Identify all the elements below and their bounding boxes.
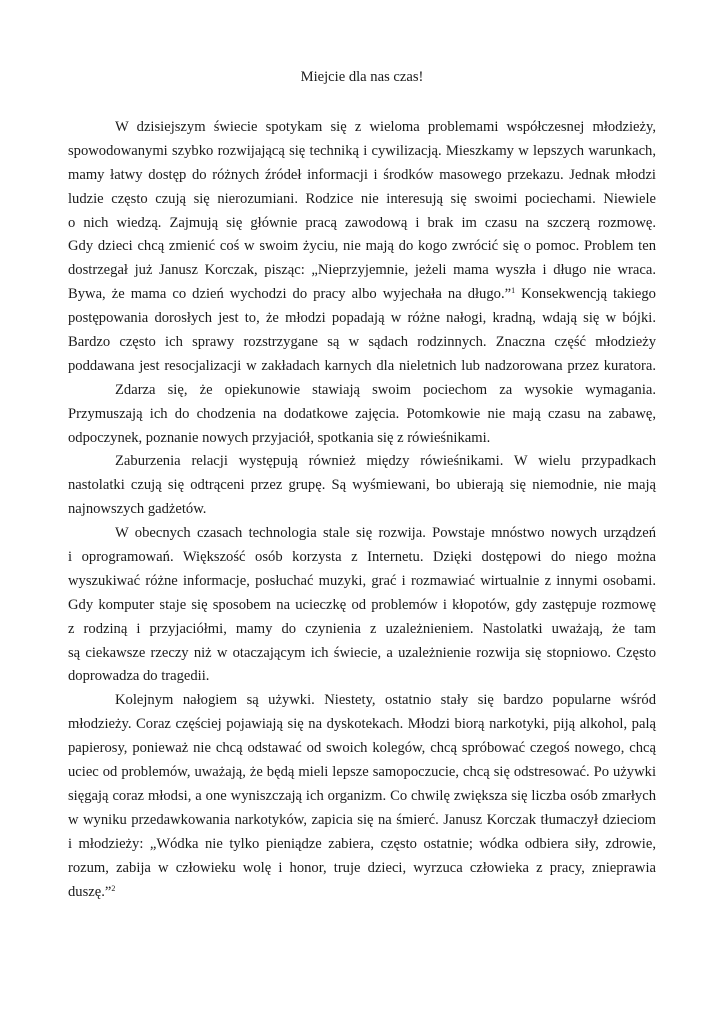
paragraph-5-line-with-footnote: [68, 881, 656, 905]
paragraph-4-line: W obecnych czasach technologia stale się rozwija. Powstaje mnóstwo nowych urządzeń: [115, 525, 656, 542]
paragraph-1-line: Gdy dzieci chcą zmienić coś w swoim życiu, nie mają do kogo zwrócić się o pomoc. Problem ten: [68, 238, 656, 255]
paragraph-1-line: ludzie często czują się nierozumiani. Rodzice nie interesują się swoimi pociechami. Niewiele: [68, 190, 656, 207]
footnote-marker-1: 1: [511, 286, 516, 296]
paragraph-5-line: i młodzieży: „Wódka nie tylko pieniądze zabiera, często ostatnie; wódka odbiera siły, zdrowie,: [68, 835, 656, 852]
paragraph-3-line: nastolatki czują się odtrąceni przez grupę. Są wyśmiewani, bo ubierają się niemodnie, nie mają: [68, 477, 656, 494]
paragraph-1-line: Bardzo często ich sprawy rozstrzygane są w sądach rodzinnych. Znaczna część młodzieży: [68, 334, 656, 351]
document-title: Miejcie dla nas czas!: [300, 69, 424, 85]
paragraph-5-line: Kolejnym nałogiem są używki. Niestety, ostatnio stały się bardzo popularne wśród: [115, 692, 656, 709]
paragraph-4-line: i oprogramowań. Większość osób korzysta z Internetu. Dzięki dostępowi do niego można: [68, 549, 656, 566]
quote-tail-text: Konsekwencją takiego: [515, 286, 656, 303]
paragraph-3-line: Zaburzenia relacji występują również między rówieśnikami. W wielu przypadkach: [115, 453, 656, 470]
paragraph-1-line: o nich wiedzą. Zajmują się głównie pracą zawodową i brak im czasu na szczerą rozmowę.: [68, 214, 656, 231]
paragraph-5-line: papierosy, ponieważ nie chcą odstawać od swoich kolegów, chcą spróbować czegoś nowego, chcą: [68, 740, 656, 757]
paragraph-4-line: wyszukiwać różne informacje, posłuchać muzyki, grać i rozmawiać wirtualnie z innymi osobami.: [68, 572, 656, 589]
paragraph-1-line: mamy łatwy dostęp do różnych źródeł informacji i środków masowego przekazu. Jednak młodzi: [68, 166, 656, 183]
footnote-marker-2: 2: [111, 883, 116, 893]
paragraph-1-line: W dzisiejszym świecie spotykam się z wieloma problemami współczesnej młodzieży,: [115, 119, 656, 135]
paragraph-1-line-with-footnote: [68, 283, 656, 307]
paragraph-2-line: Przymuszają ich do chodzenia na dodatkowe zajęcia. Potomkowie nie mają czasu na zabawę,: [68, 405, 656, 422]
paragraph-4-line: Gdy komputer staje się sposobem na ucieczkę od problemów i kłopotów, gdy zastępuje rozmowę: [68, 596, 656, 613]
paragraph-4-line: z rodziną i przyjaciółmi, mamy do czynienia z uzależnieniem. Nastolatki uważają, że tam: [68, 620, 656, 637]
paragraph-5-line: rozum, zabija w człowieku wolę i honor, truje dzieci, wyrzuca człowieka z pracy, znieprawia: [68, 859, 656, 876]
paragraph-1-line: spowodowanymi szybko rozwijającą się techniką i cywilizacją. Mieszkamy w lepszych warunkach,: [68, 142, 656, 159]
paragraph-4-line: doprowadza do tragedii.: [68, 668, 210, 685]
closing-quote-text: duszę.”: [68, 883, 112, 900]
paragraph-3-line: najnowszych gadżetów.: [68, 501, 207, 518]
paragraph-2-line: Zdarza się, że opiekunowie stawiają swoim pociechom za wysokie wymagania.: [115, 381, 656, 398]
paragraph-2-line: odpoczynek, poznanie nowych przyjaciół, spotkania się z rówieśnikami.: [68, 429, 491, 446]
paragraph-5-line: uciec od problemów, uważają, że będą mieli lepsze samopoczucie, chcą się odstresować. Po używki: [68, 764, 656, 781]
paragraph-1-line: poddawana jest resocjalizacji w zakładach karnych dla nieletnich lub nadzorowana przez kuratora.: [68, 357, 656, 374]
paragraph-5-line: sięgają coraz młodsi, a one wyniszczają ich organizm. Co chwilę zwiększa się liczba osób zmarłych: [68, 787, 656, 804]
document-body: [68, 116, 656, 904]
quote-text: Bywa, że mama co dzień wychodzi do pracy albo wyjechała na długo.”: [68, 286, 512, 303]
paragraph-1-line: dostrzegał już Janusz Korczak, pisząc: „Nieprzyjemnie, jeżeli mama wyszła i długo nie wraca.: [68, 262, 656, 279]
paragraph-4-line: są ciekawsze rzeczy niż w otaczającym ich świecie, a uzależnienie rozwija się stopniowo. Często: [68, 644, 656, 661]
paragraph-5-line: młodzieży. Coraz częściej pojawiają się na dyskotekach. Młodzi biorą narkotyki, piją alkohol, palą: [68, 716, 656, 733]
paragraph-1-line: postępowania dorosłych jest to, że młodzi popadają w różne nałogi, kradną, wdają się w bójki.: [68, 310, 656, 327]
paragraph-5-line: w wyniku przedawkowania narkotyków, zapicia się na śmierć. Janusz Korczak tłumaczył dzieciom: [68, 811, 656, 828]
